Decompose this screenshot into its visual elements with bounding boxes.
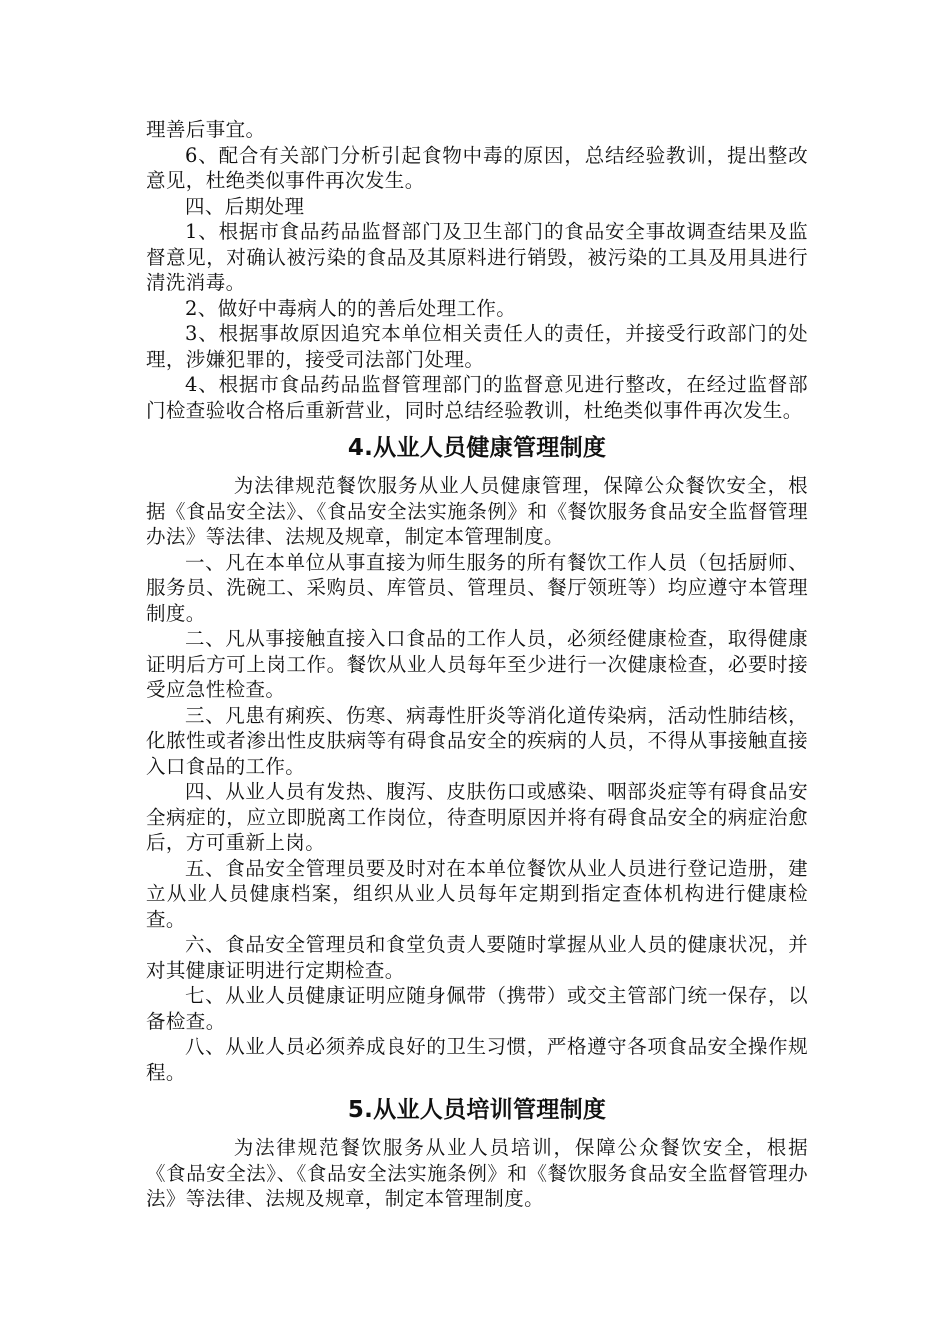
section-4-rule-8: 八、从业人员必须养成良好的卫生习惯，严格遵守各项食品安全操作规程。 xyxy=(146,1035,808,1084)
section-4-title: 4.从业人员健康管理制度 xyxy=(347,435,607,461)
section-5-intro: 为法律规范餐饮服务从业人员培训，保障公众餐饮安全，根据《食品安全法》、《食品安全法实施条例》和《餐饮服务食品安全监督管理办法》等法律、法规及规章，制定本管理制度。 xyxy=(146,1136,808,1210)
paragraph-continuation: 理善后事宜。 xyxy=(146,118,266,141)
document-page xyxy=(146,117,808,1212)
section-4-rule-6: 六、食品安全管理员和食堂负责人要随时掌握从业人员的健康状况，并对其健康证明进行定期检查。 xyxy=(146,933,808,982)
section-4-rule-3: 三、凡患有痢疾、伤寒、病毒性肝炎等消化道传染病，活动性肺结核，化脓性或者渗出性皮肤病等有碍食品安全的疾病的人员，不得从事接触直接入口食品的工作。 xyxy=(146,703,808,778)
section-4-rule-2: 二、凡从事接触直接入口食品的工作人员，必须经健康检查，取得健康证明后方可上岗工作。餐饮从业人员每年至少进行一次健康检查，必要时接受应急性检查。 xyxy=(146,627,808,701)
paragraph-item-2: 2、做好中毒病人的的善后处理工作。 xyxy=(185,296,517,320)
section-4-intro: 为法律规范餐饮服务从业人员健康管理，保障公众餐饮安全，根据《食品安全法》、《食品安全法实施条例》和《餐饮服务食品安全监督管理办法》等法律、法规及规章，制定本管理制度。 xyxy=(146,474,808,548)
paragraph-item-4: 4、根据市食品药品监督管理部门的监督意见进行整改，在经过监督部门检查验收合格后重新营业，同时总结经验教训，杜绝类似事件再次发生。 xyxy=(146,373,808,422)
section-4-rule-4: 四、从业人员有发热、腹泻、皮肤伤口或感染、咽部炎症等有碍食品安全病症的，应立即脱离工作岗位，待查明原因并将有碍食品安全的病症治愈后，方可重新上岗。 xyxy=(146,780,808,854)
section-4-rule-1: 一、凡在本单位从事直接为师生服务的所有餐饮工作人员（包括厨师、服务员、洗碗工、采购员、库管员、管理员、餐厅领班等）均应遵守本管理制度。 xyxy=(146,550,808,625)
section-4-rule-7: 七、从业人员健康证明应随身佩带（携带）或交主管部门统一保存，以备检查。 xyxy=(146,984,808,1033)
subheading-post-processing: 四、后期处理 xyxy=(185,194,305,218)
paragraph-item-1: 1、根据市食品药品监督部门及卫生部门的食品安全事故调查结果及监督意见，对确认被污染的食品及其原料进行销毁，被污染的工具及用具进行清洗消毒。 xyxy=(146,220,808,294)
paragraph-item-6: 6、配合有关部门分析引起食物中毒的原因，总结经验教训，提出整改意见，杜绝类似事件再次发生。 xyxy=(146,143,808,192)
section-4-rule-5: 五、食品安全管理员要及时对在本单位餐饮从业人员进行登记造册，建立从业人员健康档案，组织从业人员每年定期到指定查体机构进行健康检查。 xyxy=(146,856,808,931)
paragraph-item-3: 3、根据事故原因追究本单位相关责任人的责任，并接受行政部门的处理，涉嫌犯罪的，接受司法部门处理。 xyxy=(146,322,808,371)
section-5-title: 5.从业人员培训管理制度 xyxy=(347,1097,607,1123)
